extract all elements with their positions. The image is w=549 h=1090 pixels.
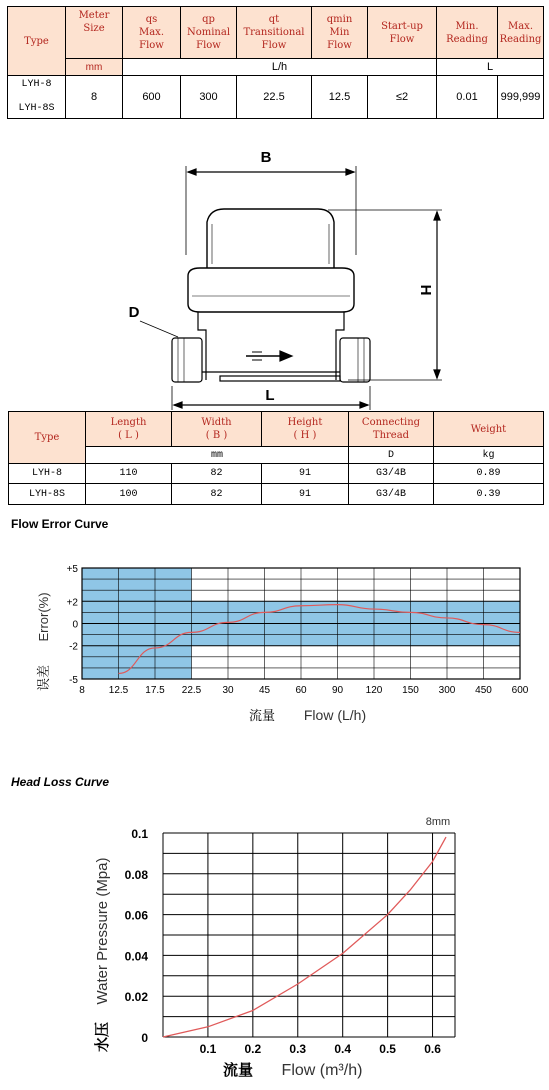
x-tick-label: 17.5	[145, 685, 165, 696]
row-startup: ≤2	[368, 76, 437, 119]
row-qt: 22.5	[237, 76, 312, 119]
dim-unit-weight: kg	[434, 447, 544, 464]
x-tick-label: 150	[402, 685, 419, 696]
dim-label-h: H	[417, 284, 434, 296]
x-tick-label: 0.5	[379, 1042, 396, 1056]
flow-error-ylabel-cn: 误差	[36, 664, 51, 692]
header-meter-size	[66, 7, 123, 59]
head-loss-xlabel-cn: 流量	[222, 1062, 254, 1079]
dim-header-thread: Connecting Thread	[349, 412, 434, 447]
x-tick-label: 60	[295, 685, 307, 696]
y-tick-label: 0.06	[124, 908, 148, 923]
dim-label-l: L	[265, 387, 275, 404]
head-loss-curve-line	[163, 837, 446, 1037]
x-tick-label: 0.4	[334, 1042, 352, 1056]
dim-row-thread: G3/4B	[349, 484, 434, 505]
y-tick-label: 0.1	[131, 827, 148, 841]
head-loss-title: Head Loss Curve	[11, 775, 110, 789]
header-qmin: qmin Min Flow	[312, 7, 368, 59]
dim-header-type: Type	[9, 412, 86, 464]
dim-row-length: 100	[86, 484, 172, 505]
y-tick-label: 0	[141, 1031, 148, 1045]
header-qs: qs Max. Flow	[123, 7, 181, 59]
x-tick-label: 0.1	[199, 1042, 217, 1056]
header-qp: qp Nominal Flow	[181, 7, 237, 59]
x-tick-label: 45	[258, 685, 271, 696]
x-tick-label: 450	[475, 685, 492, 696]
y-tick-label: +2	[66, 597, 78, 609]
row-max-reading: 999,999	[498, 76, 544, 119]
dim-header-width: Width ( B )	[172, 412, 262, 447]
dim-label-d: D	[128, 304, 140, 321]
dim-header-length: Length ( L )	[86, 412, 172, 447]
x-tick-label: 0.3	[289, 1042, 307, 1056]
x-tick-label: 22.5	[181, 685, 202, 696]
x-tick-label: 300	[438, 685, 456, 696]
dim-header-height: Height ( H )	[262, 412, 349, 447]
dimension-table	[8, 411, 544, 505]
flow-error-title: Flow Error Curve	[11, 517, 109, 531]
header-type: Type	[8, 7, 66, 76]
table-row	[9, 484, 544, 505]
meter-drawing	[0, 130, 549, 415]
flow-error-ylabel-en: Error(%)	[36, 592, 51, 642]
row-min-reading: 0.01	[437, 76, 498, 119]
header-min-reading: Min. Reading	[437, 7, 498, 59]
dim-row-weight: 0.89	[434, 464, 544, 484]
row-size: 8	[66, 76, 123, 119]
dim-row-type: LYH-8	[9, 464, 86, 484]
row-qmin: 12.5	[312, 76, 368, 119]
x-tick-label: 600	[511, 685, 529, 696]
flow-error-xlabel-en: Flow (L/h)	[303, 707, 367, 723]
dim-row-height: 91	[262, 484, 349, 505]
x-tick-label: 120	[365, 685, 383, 696]
dim-row-height: 91	[262, 464, 349, 484]
dim-label-b: B	[260, 149, 272, 166]
x-tick-label: 0.2	[244, 1042, 262, 1056]
head-loss-ylabel-cn: 水压	[94, 1021, 111, 1053]
flow-error-xlabel-cn: 流量	[248, 708, 276, 723]
dim-row-type: LYH-8S	[9, 484, 86, 505]
x-tick-label: 30	[222, 685, 234, 696]
dim-row-width: 82	[172, 484, 262, 505]
dim-row-width: 82	[172, 464, 262, 484]
head-loss-xlabel-en: Flow (m³/h)	[281, 1062, 363, 1079]
head-loss-chart	[0, 805, 549, 1090]
dim-unit-mm: mm	[86, 447, 349, 464]
dim-unit-thread: D	[349, 447, 434, 464]
x-tick-label: 0.6	[424, 1042, 441, 1056]
x-tick-label: 8	[79, 685, 85, 696]
y-tick-label: 0	[72, 619, 78, 631]
y-tick-label: 0.02	[124, 990, 148, 1005]
y-tick-label: -5	[69, 675, 78, 686]
dim-header-weight: Weight	[434, 412, 544, 447]
flow-error-chart	[0, 555, 549, 730]
head-loss-ylabel-en: Water Pressure (Mpa)	[94, 857, 111, 1005]
x-tick-label: 12.5	[108, 685, 129, 696]
row-type: LYH-8 LYH-8S	[8, 76, 66, 119]
dim-row-length: 110	[86, 464, 172, 484]
header-meter-size-unit: mm	[66, 59, 123, 76]
header-max-reading: Max. Reading	[498, 7, 544, 59]
y-tick-label: 0.08	[124, 867, 148, 882]
header-meter-size-label: Meter Size	[78, 10, 110, 34]
dim-row-thread: G3/4B	[349, 464, 434, 484]
dim-row-weight: 0.39	[434, 484, 544, 505]
header-startup: Start-up Flow	[368, 7, 437, 59]
table-row	[9, 464, 544, 484]
header-qt: qt Transitional Flow	[237, 7, 312, 59]
y-tick-label: 0.04	[124, 949, 148, 964]
row-qs: 600	[123, 76, 181, 119]
head-loss-curve-label: 8mm	[425, 816, 451, 828]
unit-flow: L/h	[123, 59, 437, 76]
y-tick-label: -2	[69, 641, 78, 653]
unit-reading: L	[437, 59, 544, 76]
x-tick-label: 90	[331, 685, 344, 696]
row-qp: 300	[181, 76, 237, 119]
y-tick-label: +5	[66, 564, 78, 575]
spec-table	[7, 6, 544, 119]
